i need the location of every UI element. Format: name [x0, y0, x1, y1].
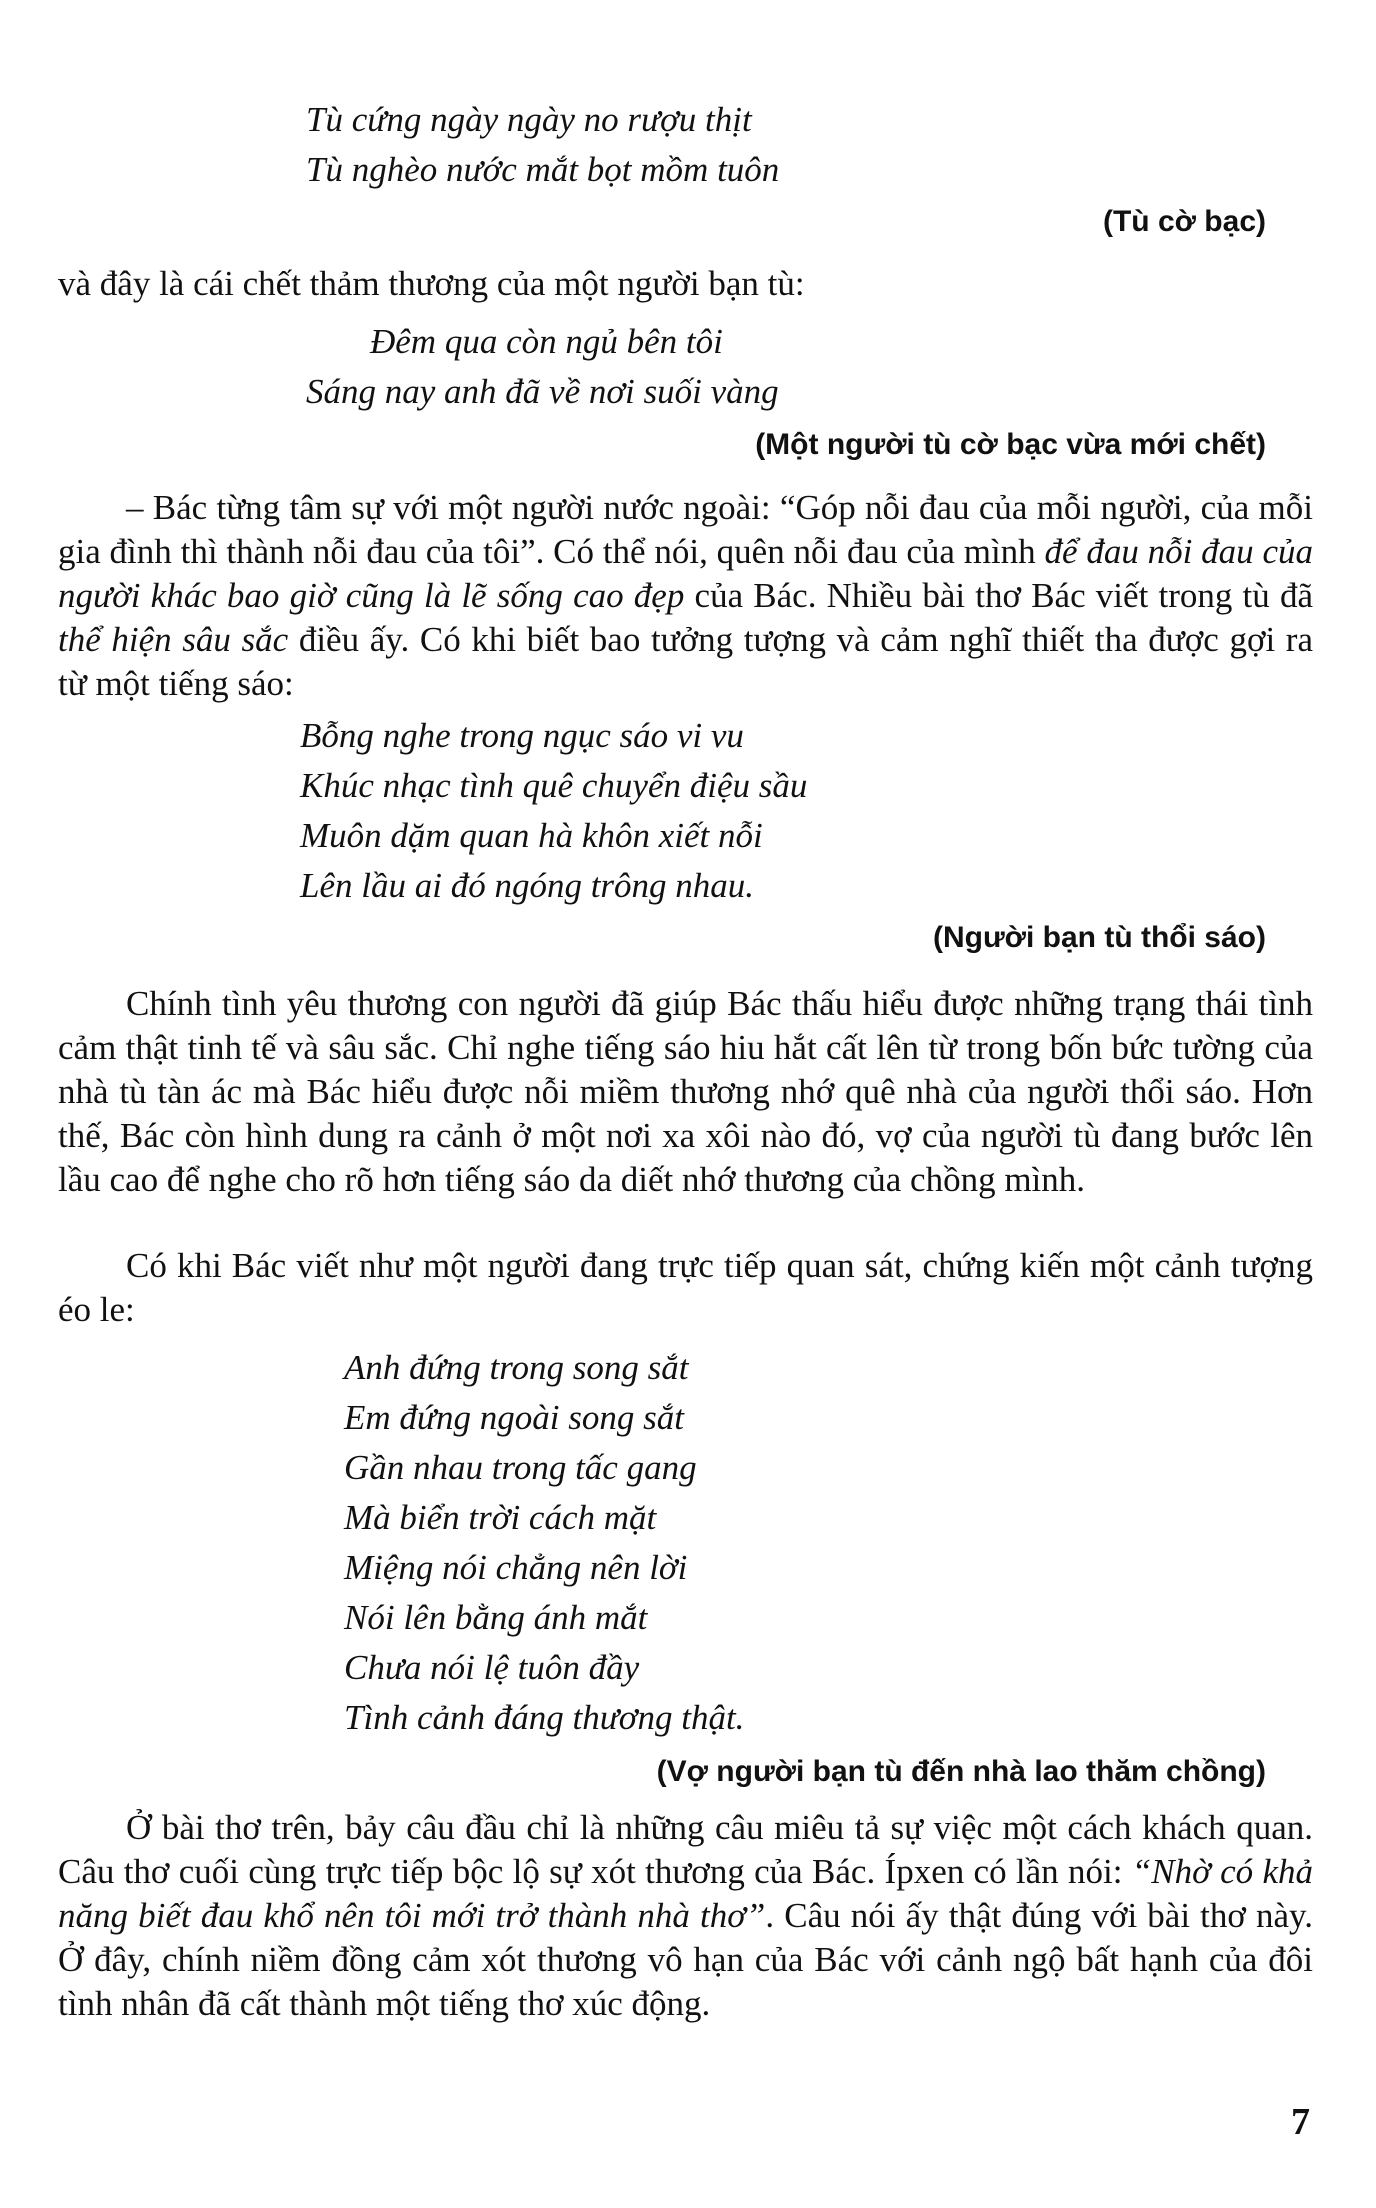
page-number: 7: [1291, 2101, 1310, 2143]
verse-line: Em đứng ngoài song sắt: [344, 1398, 684, 1437]
paragraph: [58, 486, 1313, 706]
verse-line: Mà biển trời cách mặt: [344, 1498, 657, 1537]
verse-line: Đêm qua còn ngủ bên tôi: [370, 322, 723, 361]
verse-line: Gần nhau trong tấc gang: [344, 1448, 697, 1487]
paragraph: Có khi Bác viết như một người đang trực tiếp quan sát, chứng kiến một cảnh tượng éo le:: [58, 1246, 1313, 1329]
paragraph: Chính tình yêu thương con người đã giúp Bác thấu hiểu được những trạng thái tình cảm thật tinh tế và sâu sắc. Chỉ nghe tiếng sáo hiu hắt cất lên từ trong bốn bức tường của nhà tù tàn ác mà Bác hiểu được nỗi miềm thương nhớ quê nhà của người thổi sáo. Hơn thế, Bác còn hình dung ra cảnh ở một nơi xa xôi nào đó, vợ của người tù đang bước lên lầu cao để nghe cho rõ hơn tiếng sáo da diết nhớ thương của chồng mình.: [58, 984, 1313, 1199]
paragraph: [58, 1806, 1313, 2026]
verse-line: Lên lầu ai đó ngóng trông nhau.: [300, 866, 755, 905]
paragraph-emphasis: thể hiện sâu sắc: [58, 620, 289, 659]
verse-line: Muôn dặm quan hà khôn xiết nỗi: [300, 816, 763, 855]
verse-line: Chưa nói lệ tuôn đầy: [344, 1648, 640, 1687]
verse-line: Tình cảnh đáng thương thật.: [344, 1698, 745, 1737]
verse-source: (Người bạn tù thổi sáo): [932, 921, 1266, 954]
verse-source: (Tù cờ bạc): [1102, 205, 1266, 238]
verse-line: Anh đứng trong song sắt: [344, 1348, 689, 1387]
verse-line: Tù cứng ngày ngày no rượu thịt: [306, 100, 752, 139]
verse-line: Miệng nói chẳng nên lời: [344, 1548, 688, 1587]
verse-line: Sáng nay anh đã về nơi suối vàng: [306, 372, 779, 411]
verse-source: (Vợ người bạn tù đến nhà lao thăm chồng): [656, 1755, 1266, 1788]
verse-source: (Một người tù cờ bạc vừa mới chết): [755, 428, 1266, 461]
intro-text: và đây là cái chết thảm thương của một người bạn tù:: [58, 264, 805, 303]
paragraph-text: của Bác. Nhiều bài thơ Bác viết trong tù đã: [684, 576, 1313, 615]
paragraph-text: – Bác từng tâm sự với một người nước ngoài: “Góp nỗi đau của mỗi người, của mỗi gia đình thì thành nỗi đau của tôi”. Có thể nói, quên nỗi đau của mình: [58, 488, 1313, 571]
verse-line: Khúc nhạc tình quê chuyển điệu sầu: [300, 766, 808, 805]
verse-line: Tù nghèo nước mắt bọt mồm tuôn: [306, 150, 780, 189]
paragraph-text: Ở bài thơ trên, bảy câu đầu chỉ là những câu miêu tả sự việc một cách khách quan. Câu thơ cuối cùng trực tiếp bộc lộ sự xót thương của Bác. Ípxen có lần nói:: [58, 1808, 1313, 1891]
verse-line: Bỗng nghe trong ngục sáo vi vu: [300, 716, 744, 755]
paragraph-text: điều ấy. Có khi biết bao tưởng tượng và cảm nghĩ thiết tha được gợi ra từ một tiếng sáo:: [58, 620, 1313, 703]
paragraph-emphasis: để đau nỗi đau của người khác bao giờ cũng là lẽ sống cao đẹp: [58, 532, 1314, 615]
paragraph-quote: “Nhờ có khả năng biết đau khổ nên tôi mới trở thành nhà thơ”: [58, 1852, 1313, 1935]
paragraph-text: . Câu nói ấy thật đúng với bài thơ này. Ở đây, chính niềm đồng cảm xót thương vô hạn của Bác với cảnh ngộ bất hạnh của đôi tình nhân đã cất thành một tiếng thơ xúc động.: [58, 1896, 1314, 2023]
verse-line: Nói lên bằng ánh mắt: [344, 1598, 648, 1637]
